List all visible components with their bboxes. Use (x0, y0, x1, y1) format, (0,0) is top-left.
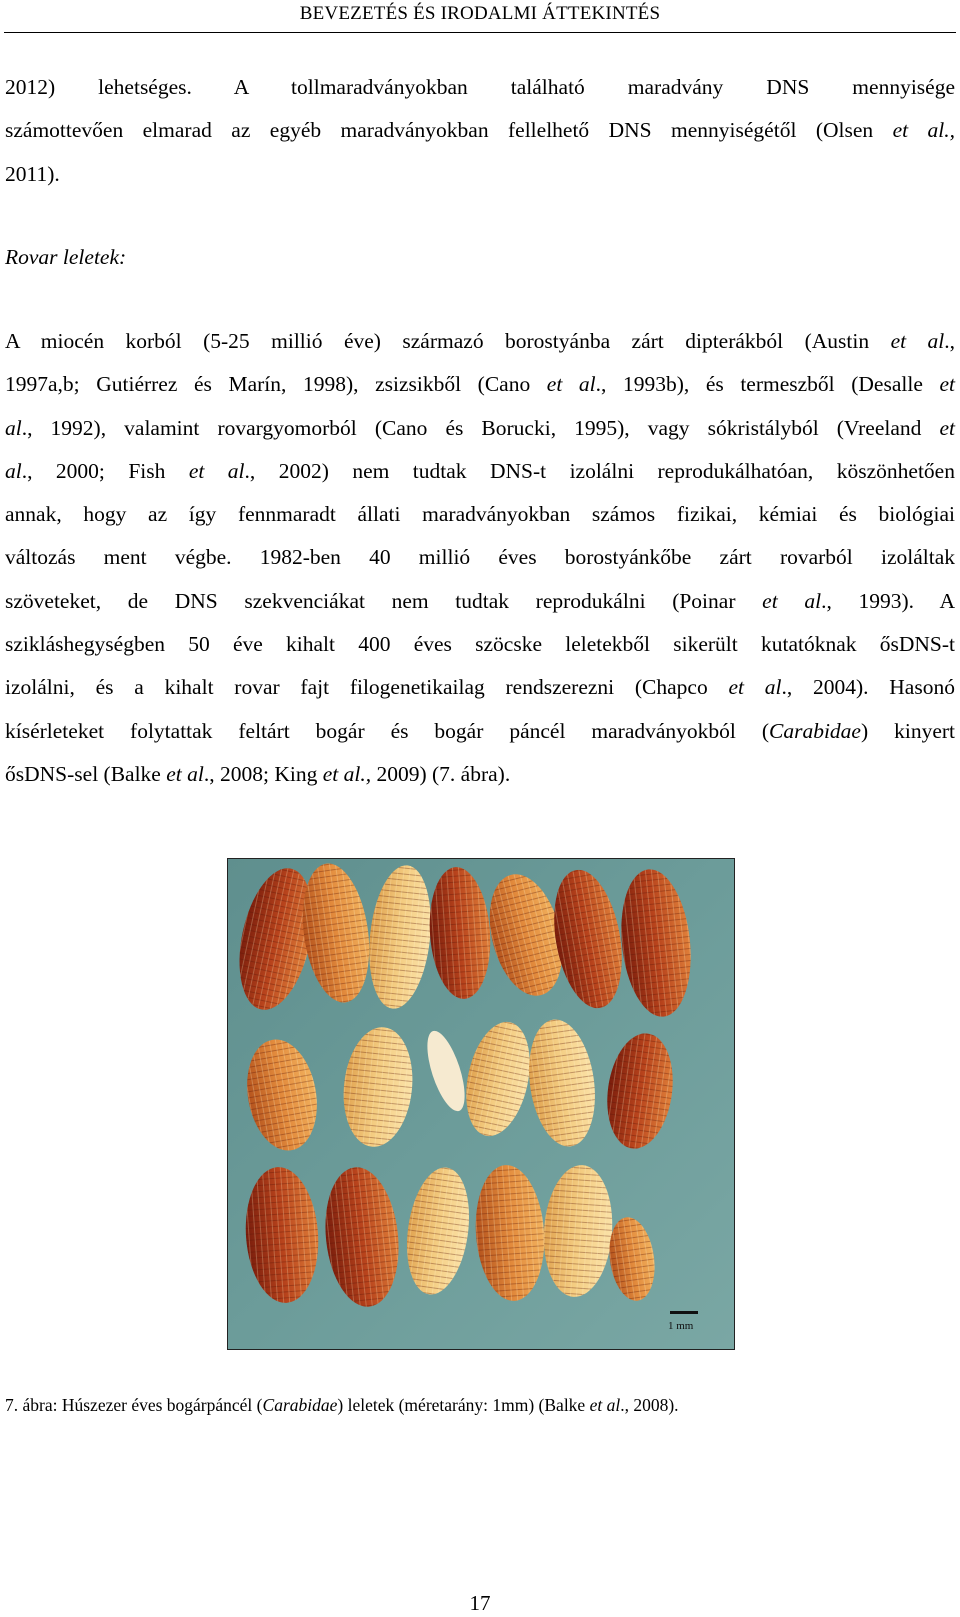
text-run: számottevően elmarad az egyéb maradványokban fellelhető DNS mennyiségétől (Olsen (5, 118, 893, 143)
italic-run: et (939, 415, 955, 440)
text-run: ) kinyert (860, 718, 955, 743)
paragraph-2 (5, 320, 955, 796)
italic-run: et al (890, 329, 945, 353)
paragraph-2-line-3 (5, 407, 955, 450)
paragraph-2-line-6: változás ment végbe. 1982-ben 40 millió éves borostyánkőbe zárt rovarból izoláltak (5, 545, 955, 570)
text-run: ., 1993). A (821, 588, 956, 613)
header-title: BEVEZETÉS ÉS IRODALMI ÁTTEKINTÉS (299, 3, 661, 24)
italic-run: et (939, 372, 955, 397)
paragraph-1-line-1: 2012) lehetséges. A tollmaradványokban található maradvány DNS mennyisége (5, 75, 955, 99)
text-run: ., 2002) nem tudtak DNS-t izolálni reprodukálhatóan, köszönhetően (244, 458, 955, 483)
text-run: szöveteket, de DNS szekvenciákat nem tudtak reprodukálni (Poinar (5, 588, 763, 613)
italic-run: et al (728, 675, 782, 700)
italic-run: et al (166, 761, 204, 786)
running-header (0, 0, 960, 30)
italic-run: et al (546, 372, 596, 397)
italic-run: et al (762, 588, 822, 613)
scale-bar (670, 1311, 698, 1314)
paragraph-2-line-2 (5, 363, 955, 406)
figure-caption (5, 1393, 679, 1417)
text-run: ., 1992), valamint rovargyomorból (Cano és Borucki, 1995), vagy sókristályból (Vreeland (21, 415, 940, 440)
paragraph-2-line-4 (5, 450, 955, 493)
text-run: ., (944, 329, 956, 353)
paragraph-2-line-7 (5, 580, 955, 623)
paragraph-1-line-3: 2011). (5, 161, 60, 186)
paragraph-1 (5, 66, 955, 196)
section-title (5, 236, 955, 279)
page-number (0, 1591, 960, 1615)
text-run: kísérleteket folytattak feltárt bogár és bogár páncél maradványokból ( (5, 718, 769, 743)
scale-bar-label: 1 mm (668, 1320, 694, 1332)
text-run: ) leletek (méretarány: 1mm) (Balke (337, 1395, 590, 1415)
text-run: 7. ábra: Húszezer éves bogárpáncél ( (5, 1395, 263, 1415)
text-run: 1997a,b; Gutiérrez és Marín, 1998), zsizsikből (Cano (5, 372, 547, 397)
text-run: ősDNS-sel (Balke (5, 761, 167, 786)
photo-illustration (228, 859, 734, 1349)
section-title-text: Rovar leletek: (5, 245, 127, 269)
italic-run: Carabidae (262, 1395, 338, 1415)
paragraph-2-line-5: annak, hogy az így fennmaradt állati maradványokban számos fizikai, kémiai és biológiai (5, 502, 955, 527)
beetle-elytra-photo (227, 858, 735, 1350)
text-run: ., 1993b), és termeszből (Desalle (595, 372, 940, 397)
italic-run: al (5, 458, 22, 483)
page-number-text: 17 (469, 1591, 491, 1615)
paragraph-2-line-11 (5, 753, 955, 796)
paragraph-2-line-9 (5, 666, 955, 709)
text-run: A miocén korból (5-25 millió éve) származó borostyánba zárt dipterákból (Austin (5, 329, 891, 353)
italic-run: Carabidae (769, 718, 861, 743)
text-run: izolálni, és a kihalt rovar fajt filogenetikailag rendszerezni (Chapco (5, 675, 729, 700)
text-run: ., 2004). Hasonó (781, 675, 955, 700)
italic-run: et al (188, 458, 245, 483)
text-run: ., 2000; Fish (21, 458, 189, 483)
italic-run: et al., (892, 118, 955, 143)
text-run: ., 2008; King (203, 761, 323, 786)
text-run: ., 2008). (620, 1395, 679, 1415)
header-divider (4, 32, 956, 33)
paragraph-2-line-8: szikláshegységben 50 éve kihalt 400 éves szöcske leletekből sikerült kutatóknak ősDNS-t (5, 632, 955, 657)
paragraph-2-line-10 (5, 710, 955, 753)
text-run: 2009) (7. ábra). (371, 761, 511, 786)
italic-run: et al (589, 1395, 621, 1415)
italic-run: al (5, 415, 22, 440)
paragraph-1-line-2 (5, 109, 955, 152)
paragraph-2-line-1 (5, 320, 955, 363)
italic-run: et al., (322, 761, 372, 786)
